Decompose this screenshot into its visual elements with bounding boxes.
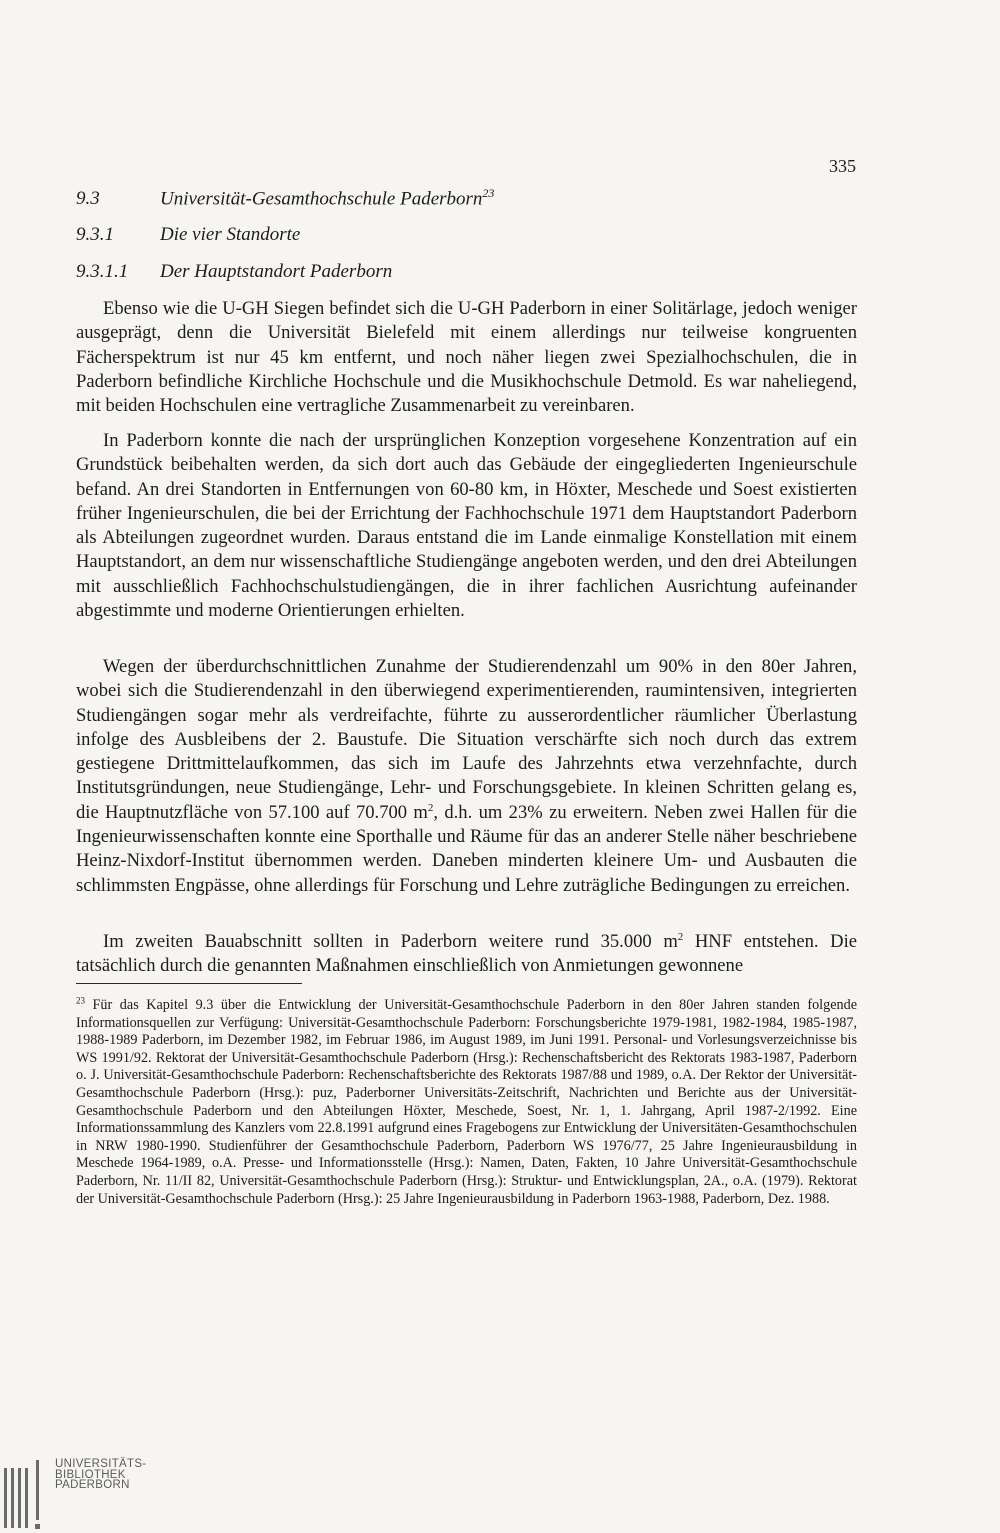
body-paragraph-1: Ebenso wie die U-GH Siegen befindet sich die U-GH Paderborn in einer Solitärlage, jedoch weniger ausgeprägt, denn die Universität Bielefeld mit einem allerdings nur teilweise kongruenten Fächerspektrum ist nur 45 km entfernt, und noch näher liegen zwei Spezialhochschulen, die in Paderborn befindliche Kirchliche Hochschule und die Musikhochschule Detmold. Es war naheliegend, mit beiden Hochschulen eine vertragliche Zusammenarbeit zu vereinbaren. [76, 298, 857, 417]
page-number: 335 [829, 156, 856, 176]
paragraph-text: Im zweiten Bauabschnitt sollten in Paderborn weitere rund 35.000 m [103, 931, 678, 952]
library-logo-icon [2, 1460, 52, 1532]
section-number: 9.3.1.1 [76, 261, 129, 282]
section-title: Universität-Gesamthochschule Paderborn [160, 188, 483, 210]
library-logo-text [55, 1459, 146, 1491]
library-logo [2, 1458, 162, 1533]
footnote-reference: 23 [482, 186, 495, 200]
section-number: 9.3 [76, 188, 100, 210]
superscript: 2 [427, 801, 434, 814]
body-paragraph-3 [76, 655, 857, 898]
body-paragraph-2: In Paderborn konnte die nach der ursprünglichen Konzeption vorgesehene Konzentration auf ein Grundstück beibehalten werden, da sich dort auch das Gebäude der eingegliederten Ingenieurschule befand. An drei Standorten in Entfernungen von 60-80 km, in Höxter, Meschede und Soest existierten früher Ingenieurschulen, die bei der Errichtung der Fachhochschule 1971 dem Hauptstandort Paderborn als Abteilungen zugeordnet wurden. Daraus entstand die im Lande einmalige Konstellation mit einem Hauptstandort, an dem nur wissenschaftliche Studiengänge angeboten werden, und den drei Abteilungen mit ausschließlich Fachhochschulstudiengängen, die in ihrer fachlichen Ausrichtung aufeinander abgestimmte und moderne Orientierungen erhielten. [76, 430, 857, 622]
paragraph-text: Wegen der überdurchschnittlichen Zunahme der Studierendenzahl um 90% in den 80er Jahren, wobei sich die Studierendenzahl in den überwiegend experimentierenden, raumintensiven, integrierten Studiengängen sogar mehr als verdreifachte, führte zu ausserordentlicher räumlicher Überlastung infolge des Ausbleibens der 2. Baustufe. Die Situation verschärfte sich noch durch das extrem gestiegene Drittmittelaufkommen, das sich im Laufe des Jahrzehnts etwa verzehnfachte, durch Institutsgründungen, neue Studiengänge, Lehr- und Forschungsgebiete. In kleinen Schritten gelang es, die Hauptnutzfläche von 57.100 auf 70.700 m [76, 656, 857, 823]
body-paragraph-4 [76, 930, 857, 979]
footnote-23 [76, 997, 857, 1208]
section-heading-9-3-1-1 [76, 261, 392, 283]
footnote-marker: 23 [76, 995, 85, 1006]
paragraph-text-continued: HNF entstehen. Die tatsächlich durch die genannten Maßnahmen einschließlich von Anmietungen gewonnene [76, 931, 857, 977]
logo-line: UNIVERSITÄTS- [55, 1458, 147, 1470]
superscript: 2 [677, 930, 684, 943]
logo-line: BIBLIOTHEK [55, 1468, 126, 1481]
footnote-divider [76, 983, 302, 984]
footnote-text: Für das Kapitel 9.3 über die Entwicklung der Universität-Gesamthochschule Paderborn in den 80er Jahren standen folgende Informationsquellen zur Verfügung: Universität-Gesamthochschule Paderborn: Forschungsberichte 1979-1981, 1982-1984, 1985-1987, 1988-1989 Paderborn, im Dezember 1982, im Februar 1986, im August 1989, im Juni 1991. Personal- und Vorlesungsverzeichnisse bis WS 1991/92. Rektorat der Universität-Gesamthochschule Paderborn (Hrsg.): Rechenschaftsbericht des Rektorats 1983-1987, Paderborn o. J. Universität-Gesamthochschule Paderborn: Rechenschaftsberichte des Rektorats 1987/88 und 1989, o.A. Der Rektor der Universität-Gesamthochschule Paderborn (Hrsg.): puz, Paderborner Universitäts-Zeitschrift, Nachrichten und Berichte aus der Universität-Gesamthochschule Paderborn und den Abteilungen Höxter, Meschede, Soest, Nr. 1, 1. Jahrgang, April 1987-2/1992. Eine Informationssammlung des Kanzlers vom 22.8.1991 aufgrund eines Fragebogens zur Entwicklung der Universitäten-Gesamthochschulen in NRW 1980-1990. Studienführer der Gesamthochschule Paderborn, Paderborn WS 1976/77, 25 Jahre Ingenieurausbildung in Meschede 1964-1989, o.A. Presse- und Informationsstelle (Hrsg.): Namen, Daten, Fakten, 10 Jahre Universität-Gesamthochschule Paderborn, Nr. 11/II 82, Universität-Gesamthochschule Paderborn (Hrsg.): Struktur- und Entwicklungsplan, 2A., o.A. (1979). Rektorat der Universität-Gesamthochschule Paderborn (Hrsg.): 25 Jahre Ingenieurausbildung in Paderborn 1963-1988, Paderborn, Dez. 1988. [76, 997, 857, 1207]
section-title: Die vier Standorte [160, 224, 301, 245]
section-heading-9-3 [76, 186, 494, 210]
section-title: Der Hauptstandort Paderborn [160, 261, 393, 282]
paragraph-text-continued: , d.h. um 23% zu erweitern. Neben zwei Hallen für die Ingenieurwissenschaften konnte eine Sporthalle und Räume für das an anderer Stelle näher beschriebene Heinz-Nixdorf-Institut übernommen werden. Daneben minderten kleinere Um- und Ausbauten die schlimmsten Engpässe, ohne allerdings für Forschung und Lehre zuträgliche Bedingungen zu erreichen. [76, 801, 857, 896]
section-heading-9-3-1 [76, 224, 300, 246]
section-number: 9.3.1 [76, 224, 114, 245]
logo-line: PADERBORN [55, 1479, 130, 1491]
